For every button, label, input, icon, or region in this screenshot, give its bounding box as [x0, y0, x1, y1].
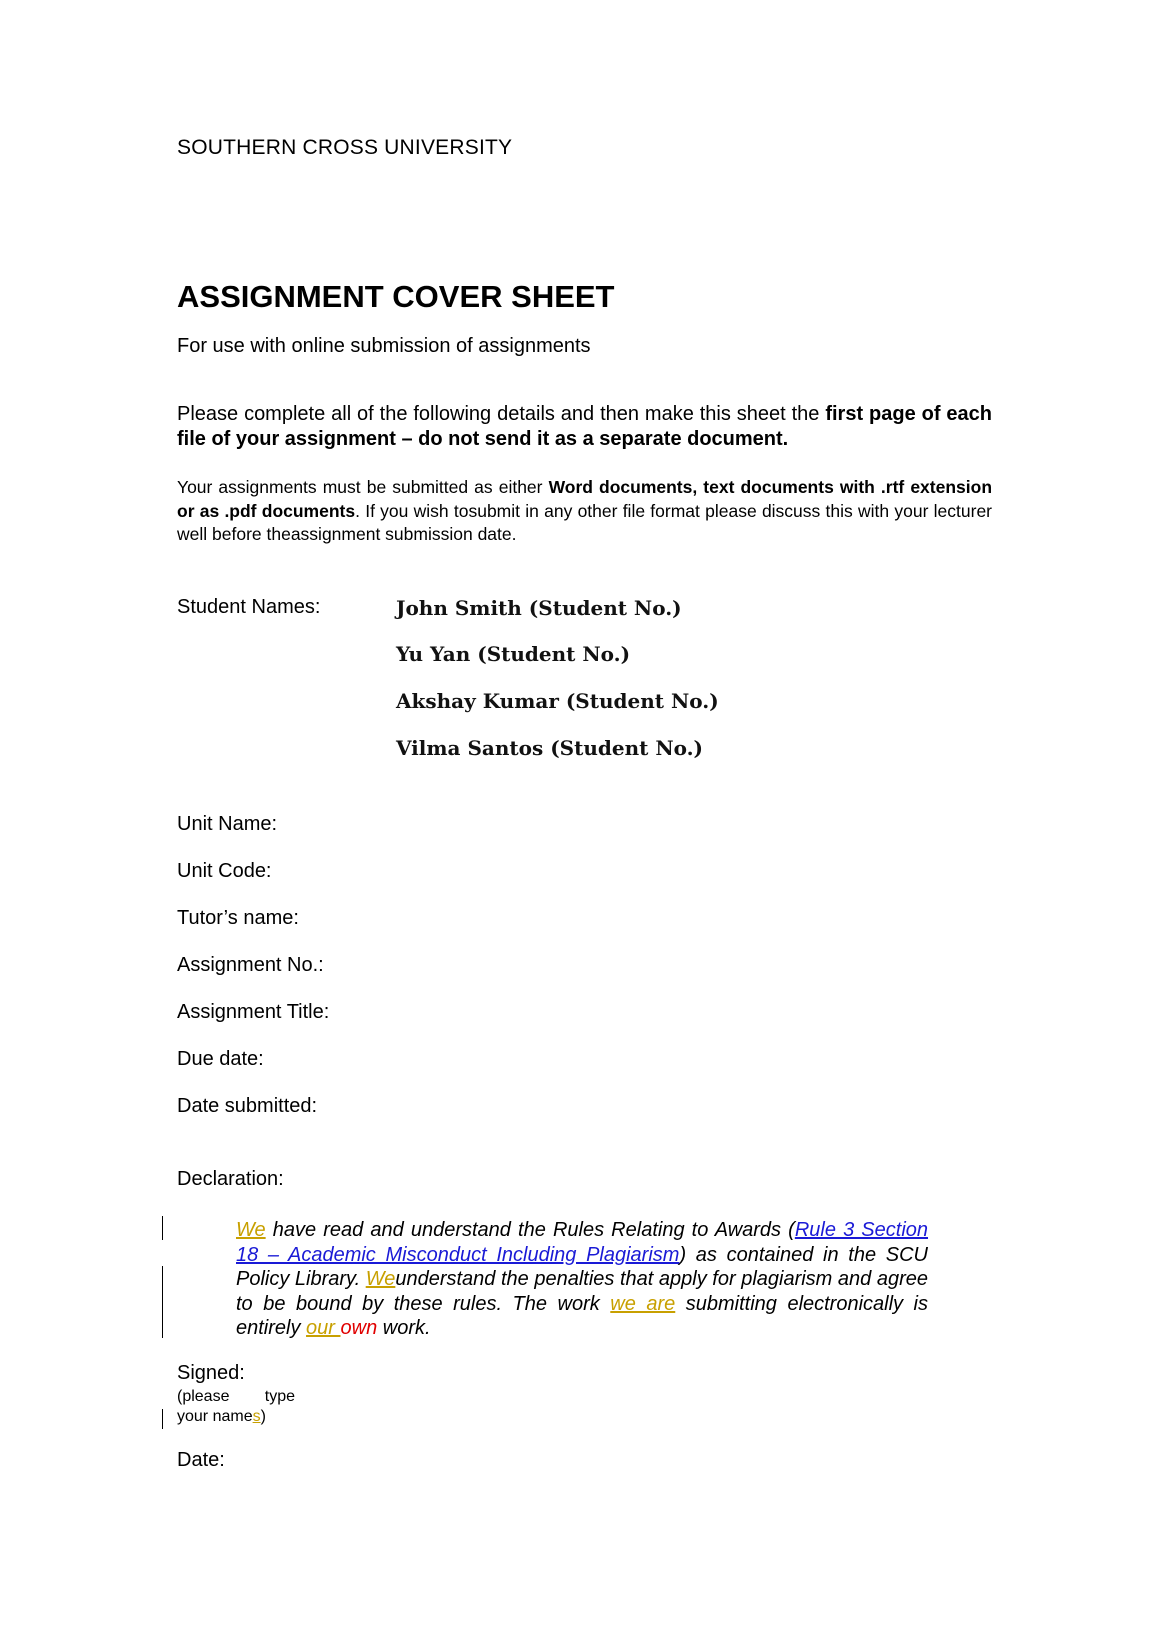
declaration-segment: submitting electronically is entirely: [236, 1292, 929, 1339]
tutor-name-label: Tutor’s name:: [177, 907, 299, 929]
page-subtitle: For use with online submission of assignments: [177, 335, 591, 357]
student-name-2: Yu Yan (Student No.): [396, 642, 631, 666]
format-text-b: . If you wish tosubmit in any other file format please discuss this with your lecturer well before theassignment submission date.: [177, 500, 992, 544]
note-close: ): [260, 1408, 266, 1425]
change-bar: [162, 1216, 163, 1240]
student-name-3: Akshay Kumar (Student No.): [396, 689, 719, 713]
inserted-text: We: [236, 1219, 266, 1241]
declaration-segment: work.: [377, 1317, 431, 1339]
student-names-label: Student Names:: [177, 596, 321, 618]
note-type: type: [264, 1388, 295, 1405]
format-text-a: Your assignments must be submitted as either: [177, 477, 549, 497]
instructions-paragraph-2: [177, 476, 992, 547]
assignment-no-label: Assignment No.:: [177, 954, 324, 976]
instructions-paragraph-1: [177, 402, 992, 452]
change-bar: [162, 1266, 163, 1338]
policy-link[interactable]: Rule 3 Section 18 – Academic Misconduct Including Plagiarism: [236, 1219, 929, 1266]
inserted-text: we are: [610, 1292, 676, 1315]
declaration-label: Declaration:: [177, 1168, 284, 1190]
page-title: ASSIGNMENT COVER SHEET: [177, 279, 615, 314]
instructions-bold-text: first page of each file of your assignment – do not send it as a separate document.: [177, 403, 992, 450]
declaration-segment: have read and understand the Rules Relating to Awards (: [265, 1219, 795, 1241]
unit-name-label: Unit Name:: [177, 813, 278, 835]
declaration-text: [236, 1218, 928, 1341]
university-name: SOUTHERN CROSS UNIVERSITY: [177, 136, 513, 159]
signed-label: Signed:: [177, 1362, 245, 1384]
inserted-text: s: [252, 1408, 261, 1425]
note-please: (please: [177, 1388, 230, 1405]
date-label: Date:: [177, 1449, 225, 1471]
note-your-name: your name: [177, 1408, 253, 1425]
due-date-label: Due date:: [177, 1048, 264, 1070]
date-submitted-label: Date submitted:: [177, 1095, 318, 1117]
assignment-title-label: Assignment Title:: [177, 1001, 330, 1023]
student-name-1: John Smith (Student No.): [396, 596, 682, 620]
change-bar: [162, 1409, 163, 1429]
inserted-text: We: [365, 1268, 396, 1290]
format-bold-text: Word documents, text documents with .rtf extension or as .pdf documents: [177, 477, 993, 521]
declaration-segment: understand the penalties that apply for plagiarism and agree to be bound by these rules. The work: [236, 1268, 928, 1315]
student-name-4: Vilma Santos (Student No.): [396, 736, 704, 760]
signed-note: [177, 1387, 295, 1427]
instructions-text: Please complete all of the following details and then make this sheet the: [177, 403, 826, 425]
inserted-text: our: [306, 1317, 341, 1339]
declaration-segment: ) as contained in the SCU Policy Library.: [236, 1243, 929, 1290]
deleted-text: own: [340, 1317, 378, 1339]
unit-code-label: Unit Code:: [177, 860, 272, 882]
